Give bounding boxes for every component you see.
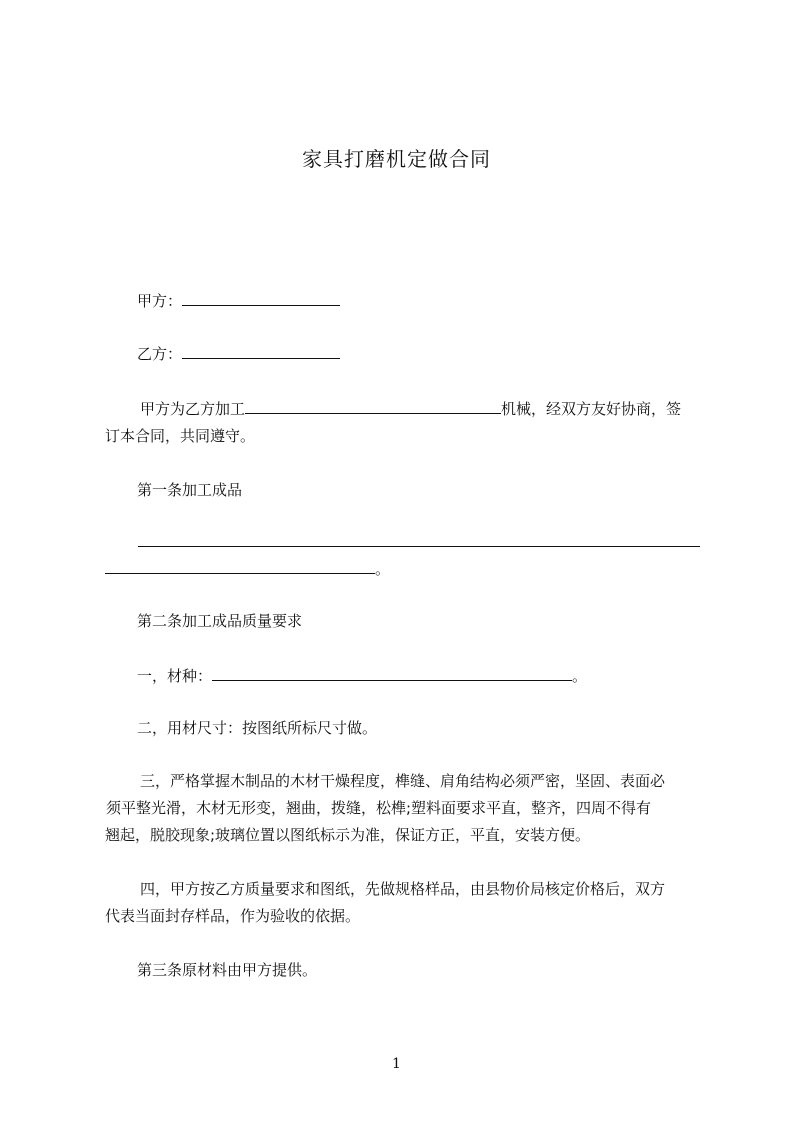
intro-prefix: 甲方为乙方加工 [140,400,246,418]
product-blank-1 [138,532,700,547]
item-3-line-3: 翘起，脱胶现象;玻璃位置以图纸标示为准，保证方正，平直，安装方便。 [105,826,591,844]
item-2: 二，用材尺寸：按图纸所标尺寸做。 [137,719,378,737]
article-1-title: 第一条加工成品 [137,481,243,499]
item-1-line [137,666,587,686]
item-1-label: 一，材种： [137,667,213,685]
article-1-blank-line-2 [105,559,390,579]
product-period: 。 [375,560,391,578]
party-b-label: 乙方： [137,345,183,363]
party-a-blank [182,291,340,306]
party-a-label: 甲方： [137,292,183,310]
item-3-line-2: 须平整光滑，木材无形变，翘曲，拨缝，松榫;塑料面要求平直，整齐，四周不得有 [106,799,652,817]
article-1-blank-line-1 [138,532,700,552]
item-4-line-2: 代表当面封存样品，作为验收的依据。 [105,907,361,925]
item-4-line-1: 四，甲方按乙方质量要求和图纸，先做规格样品，由县物价局核定价格后，双方 [140,880,666,898]
party-b-line [137,344,340,364]
party-a-line [137,291,340,311]
item-3-line-1: 三，严格掌握木制品的木材干燥程度，榫缝、肩角结构必须严密，坚固、表面必 [140,772,666,790]
article-2-title: 第二条加工成品质量要求 [137,612,303,630]
intro-line-1 [140,399,681,419]
document-title: 家具打磨机定做合同 [302,147,491,171]
party-b-blank [182,344,340,359]
item-1-period: 。 [572,667,588,685]
intro-suffix: 机械，经双方友好协商，签 [501,400,682,418]
intro-line-2: 订本合同，共同遵守。 [105,427,256,445]
page-number: 1 [392,1056,401,1072]
product-blank-2 [105,559,375,574]
machine-name-blank [245,399,501,414]
article-3-title: 第三条原材料由甲方提供。 [137,961,318,979]
material-blank [212,666,572,681]
